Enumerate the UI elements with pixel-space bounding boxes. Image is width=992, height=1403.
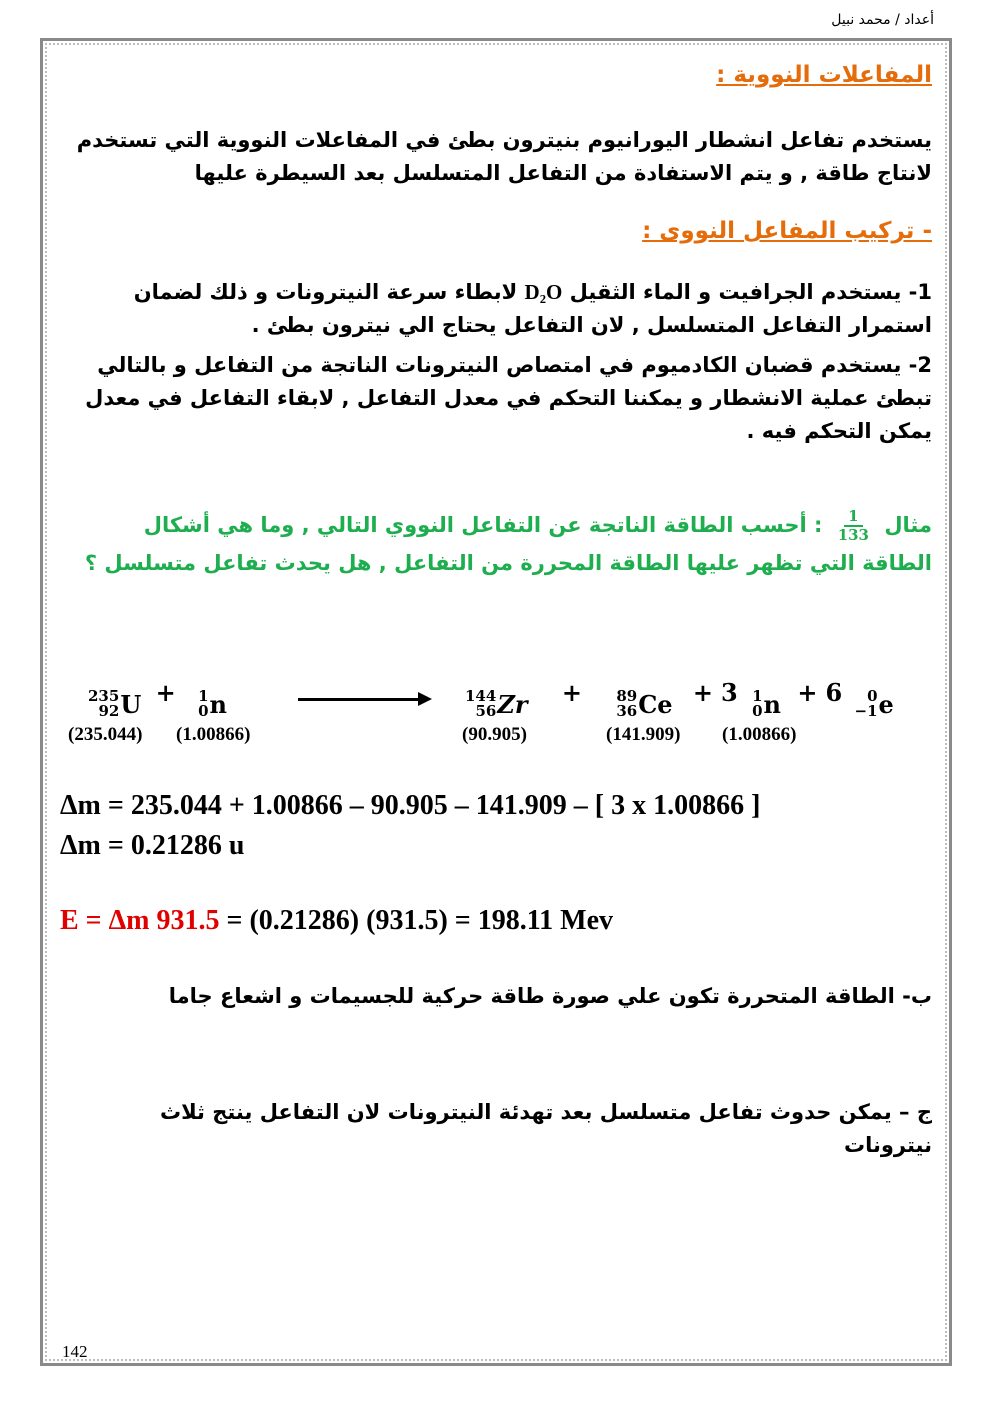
mass-defect-line-1: Δm = 235.044 + 1.00866 – 90.905 – 141.909 – [ 3 x 1.00866 ] [60, 790, 761, 821]
reaction-reactants [88, 678, 227, 719]
reaction-arrow-icon [298, 698, 428, 701]
energy-result: = (0.21286) (931.5) = 198.11 Mev [219, 905, 614, 936]
e-charge-number: −1 [854, 702, 878, 720]
mass-zirconium: (90.905) [462, 724, 527, 745]
plus-sign: + [797, 678, 818, 707]
electron-particle [855, 689, 894, 719]
page-number: 142 [62, 1342, 88, 1361]
energy-equation [60, 905, 613, 937]
neutron-nuclide [198, 689, 227, 719]
u-mass-number: 235 [88, 687, 120, 705]
answer-b: ب- الطاقة المتحررة تكون علي صورة طاقة حركية للجسيمات و اشعاع جاما [168, 984, 932, 1008]
author-credit: أعداد / محمد نبيل [831, 12, 934, 28]
example-text-1: : أحسب الطاقة الناتجة عن التفاعل النووي التالي , وما هي أشكال [143, 513, 823, 537]
section-title-reactors: المفاعلات النووية : [716, 62, 932, 88]
n-mass-number: 1 [752, 687, 763, 705]
plus-sign: + [561, 678, 582, 707]
zirconium-nuclide [465, 689, 527, 719]
plus-sign: + [155, 678, 176, 707]
reactors-paragraph: يستخدم تفاعل انشطار اليورانيوم بنيترون بطئ في المفاعلات النووية التي تستخدم لانتاج طاقة , و يتم الاستفادة من التفاعل المتسلسل بعد السيطرة عليها [76, 128, 932, 185]
mass-uranium: (235.044) [68, 724, 143, 745]
n-atomic-number: 0 [198, 702, 209, 720]
item1-pre: 1- يستخدم الجرافيت و الماء الثقيل [562, 280, 932, 304]
item1-post: لابطاء سرعة النيترونات و ذلك لضمان استمرار التفاعل المتسلسل , لان التفاعل يحتاج الي نيترون بطئ . [133, 280, 932, 337]
neutron-product [752, 689, 781, 719]
uranium-nuclide [88, 689, 141, 719]
zr-symbol: Zr [497, 689, 528, 719]
fraction-denominator: 133 [837, 526, 869, 544]
e-symbol: e [878, 689, 894, 719]
fraction-numerator: 1 [844, 508, 862, 527]
u-symbol: U [120, 689, 142, 719]
energy-formula: E = Δm 931.5 [60, 905, 220, 936]
ce-mass-number: 89 [616, 687, 638, 705]
example-text-2: الطاقة التي تظهر عليها الطاقة المحررة من التفاعل , هل يحدث تفاعل متسلسل ؟ [84, 551, 932, 575]
ce-atomic-number: 36 [616, 702, 638, 720]
structure-item-1 [60, 276, 932, 342]
zr-atomic-number: 56 [475, 702, 497, 720]
mass-cerium: (141.909) [606, 724, 681, 745]
reaction-products [465, 678, 894, 719]
ce-symbol: Ce [638, 689, 673, 719]
mass-neutron: (1.00866) [176, 724, 251, 745]
n-mass-number: 1 [198, 687, 209, 705]
plus-sign: + [692, 678, 714, 707]
section-title-structure: - تركيب المفاعل النووى : [642, 218, 932, 244]
e-mass-number: 0 [867, 687, 878, 705]
n-symbol: n [763, 689, 781, 719]
item1-formula: D₂O [524, 280, 563, 304]
coefficient-3: 3 [721, 678, 738, 707]
answer-c: ج – يمكن حدوث تفاعل متسلسل بعد تهدئة النيترونات لان التفاعل ينتج ثلاث نيترونات [159, 1100, 932, 1157]
u-atomic-number: 92 [98, 702, 120, 720]
example-question [60, 506, 932, 582]
zr-mass-number: 144 [465, 687, 497, 705]
example-label: مثال [884, 513, 932, 537]
mass-neutron-product: (1.00866) [722, 724, 797, 745]
structure-item-2: 2- يستخدم قضبان الكادميوم في امتصاص النيترونات الناتجة من التفاعل و بالتالي تبطئ عملية الانشطار و يمكننا التحكم في معدل التفاعل , لابقاء التفاعل في معدل يمكن التحكم فيه . [85, 353, 932, 443]
n-atomic-number: 0 [752, 702, 763, 720]
mass-defect-line-2: Δm = 0.21286 u [60, 830, 245, 861]
example-fraction [838, 508, 869, 544]
n-symbol: n [209, 689, 227, 719]
coefficient-6: 6 [825, 678, 843, 707]
cerium-nuclide [616, 689, 672, 719]
